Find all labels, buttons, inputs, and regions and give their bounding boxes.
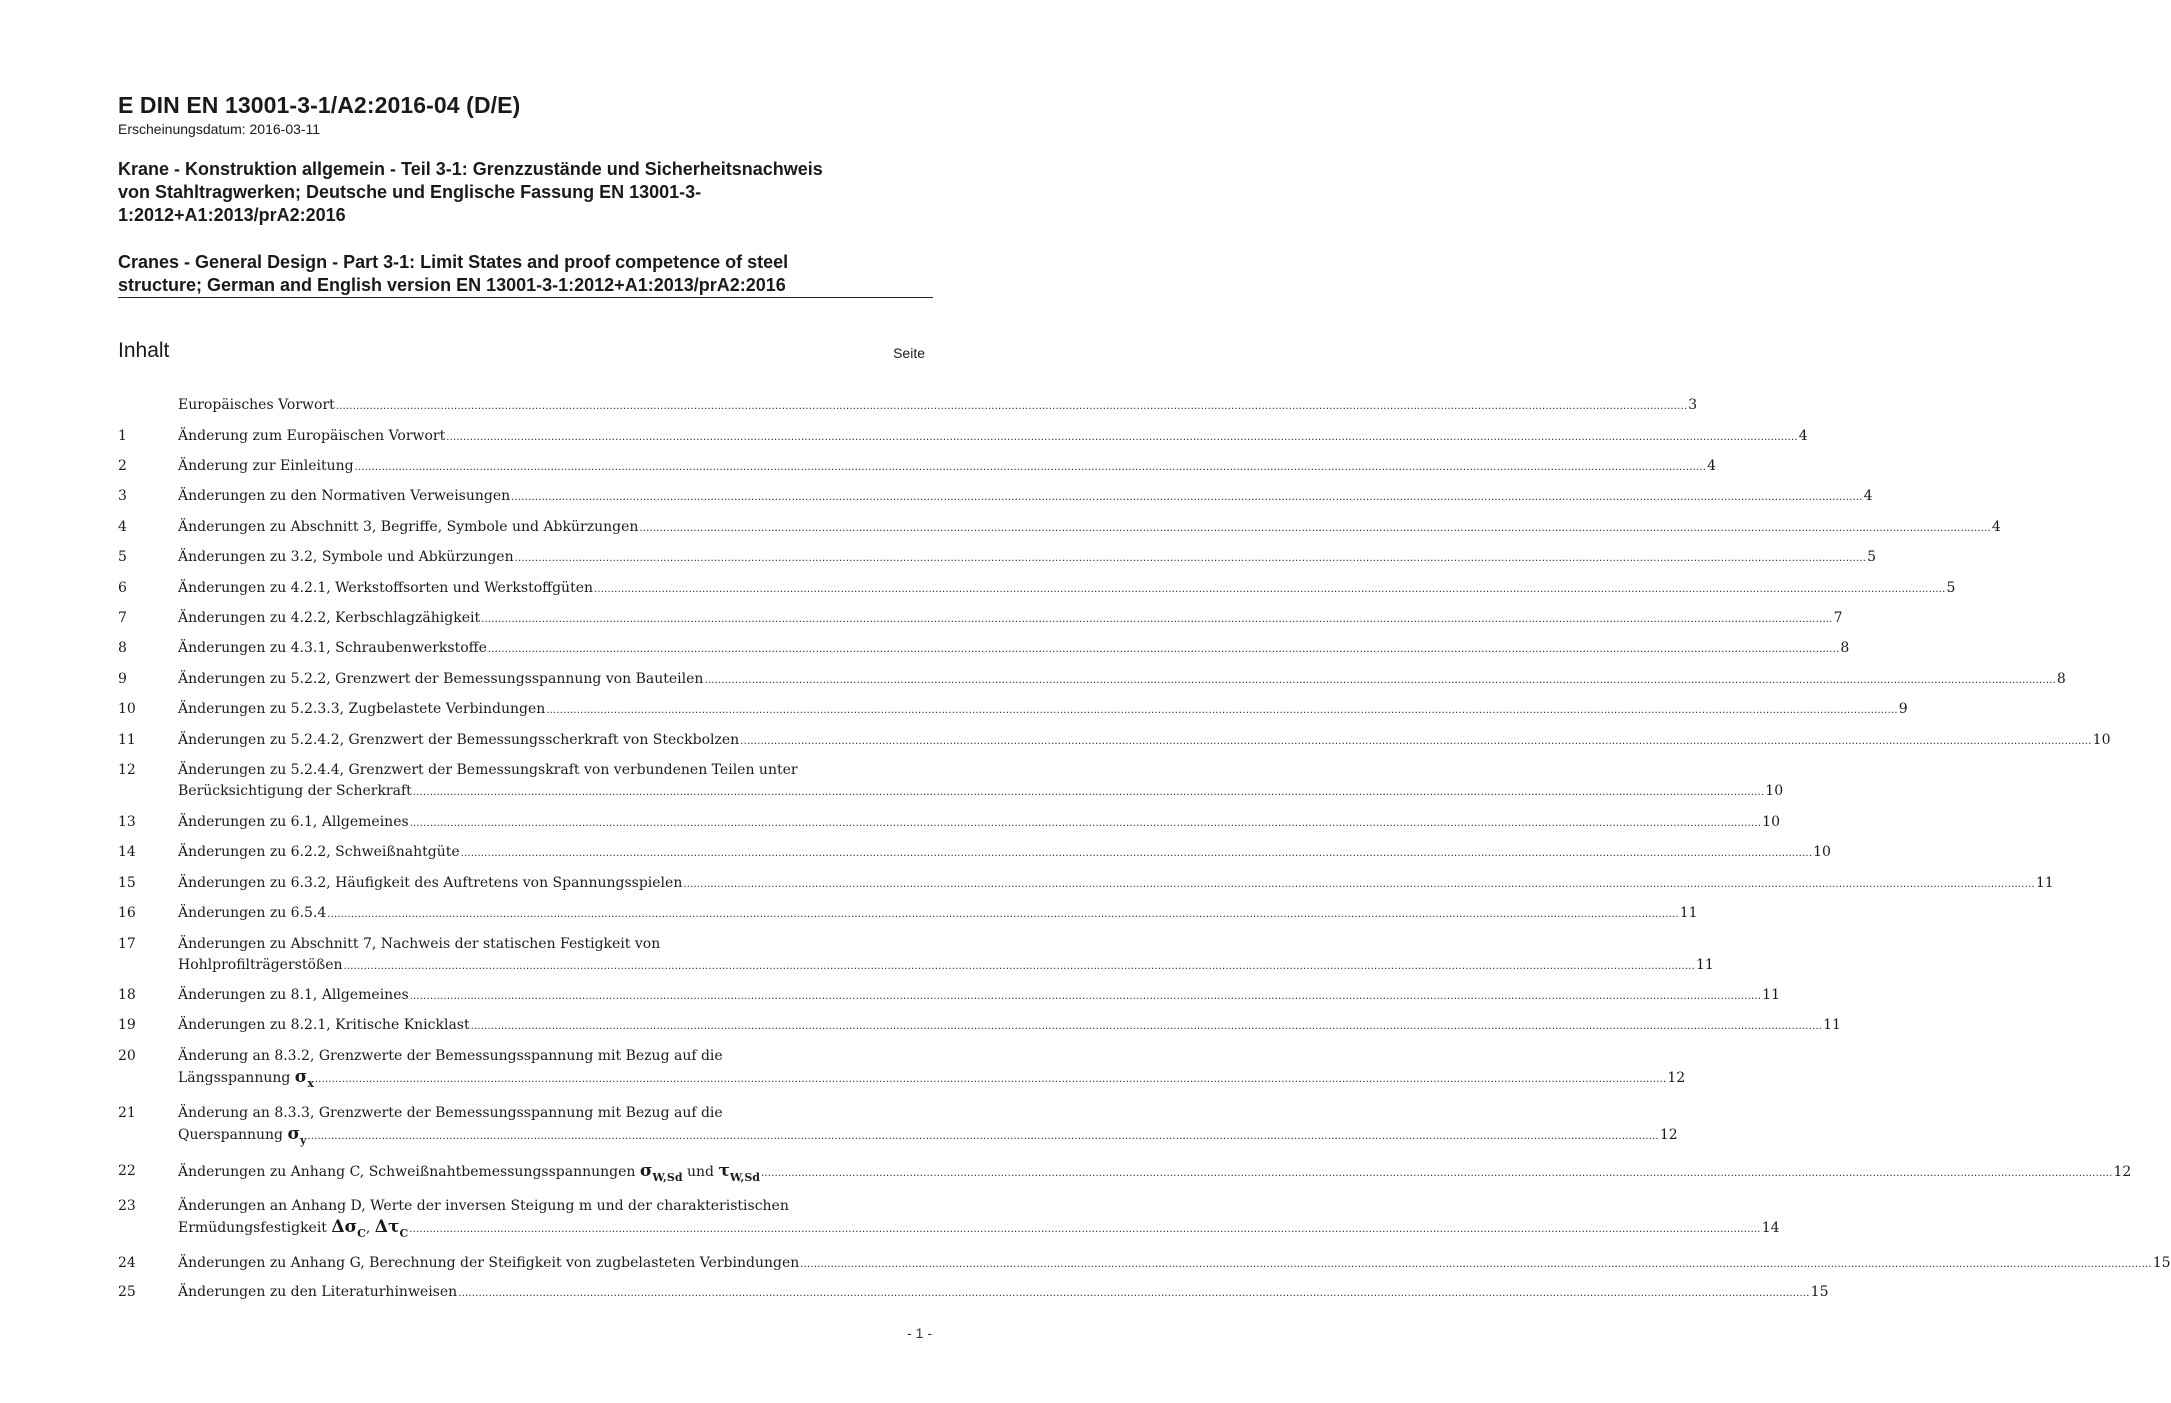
toc-entry-page: 12 bbox=[1659, 1127, 1678, 1143]
toc-entry-page: 4 bbox=[1991, 519, 2001, 535]
toc-entry[interactable] bbox=[118, 517, 2001, 539]
toc-entry-text bbox=[178, 517, 2001, 539]
toc-entry-title: Änderung zur Einleitung bbox=[178, 458, 354, 474]
toc-leader-dots: ................................................................................................................................................................................................................................................................................................................................................................................................................ bbox=[683, 879, 2035, 890]
toc-entry-title-wrap bbox=[178, 426, 445, 447]
toc-entry-number: 9 bbox=[118, 671, 127, 687]
toc-entry-page: 3 bbox=[1688, 397, 1698, 413]
toc-entry-text bbox=[178, 760, 1784, 803]
toc-entry-text bbox=[178, 812, 1780, 834]
toc-entry-title: Änderungen zu 5.2.4.2, Grenzwert der Bemessungsscherkraft von Steckbolzen bbox=[178, 732, 740, 748]
toc-entry-page: 10 bbox=[1813, 844, 1831, 860]
toc-entry-number: 21 bbox=[118, 1105, 136, 1121]
toc-entry-text bbox=[178, 730, 2111, 752]
toc-entry-number: 1 bbox=[118, 428, 127, 444]
toc-entry-title-wrap bbox=[178, 842, 460, 863]
toc-entry-title-line bbox=[178, 486, 1873, 508]
toc-entry-text bbox=[178, 934, 1714, 977]
toc-entry[interactable] bbox=[118, 842, 1831, 864]
toc-entry-title-line bbox=[178, 638, 1850, 660]
toc-leader-dots: ................................................................................................................................................................................................................................................................................................................................................................................................................ bbox=[487, 644, 1840, 655]
toc-entry-text bbox=[178, 985, 1780, 1007]
toc-entry-title-wrap bbox=[178, 1253, 799, 1274]
toc-entry-page: 4 bbox=[1707, 458, 1717, 474]
toc-entry-title-wrap bbox=[178, 1067, 314, 1089]
toc-entry-symbol: Δσ bbox=[331, 1217, 358, 1237]
toc-entry-title-wrap bbox=[178, 669, 703, 690]
toc-entry-title-wrap bbox=[178, 812, 409, 833]
toc-entry-text bbox=[178, 1015, 1841, 1037]
toc-entry-line1: Änderungen zu Abschnitt 7, Nachweis der statischen Festigkeit von bbox=[178, 936, 661, 952]
toc-entry-text bbox=[178, 395, 1698, 417]
toc-entry-title-wrap bbox=[178, 638, 487, 659]
toc-entry-title-line bbox=[178, 781, 1784, 803]
toc-entry[interactable] bbox=[118, 1046, 1686, 1090]
toc-entry-title-wrap bbox=[178, 985, 409, 1006]
toc-entry-symbol-subscript: C bbox=[399, 1227, 409, 1240]
toc-heading: Inhalt bbox=[118, 339, 170, 362]
toc-entry-page: 12 bbox=[2113, 1164, 2132, 1180]
toc-entry-page: 15 bbox=[2152, 1255, 2171, 1271]
toc-entry-title-continuation: , bbox=[365, 1220, 371, 1236]
toc-entry-page: 10 bbox=[2092, 732, 2111, 748]
toc-entry-page: 8 bbox=[2056, 671, 2066, 687]
toc-entry-line1: Änderung an 8.3.3, Grenzwerte der Bemessungsspannung mit Bezug auf die bbox=[178, 1105, 723, 1121]
toc-entry-text bbox=[178, 426, 1808, 448]
toc-entry-line1: Änderung an 8.3.2, Grenzwerte der Bemessungsspannung mit Bezug auf die bbox=[178, 1048, 723, 1064]
toc-entry[interactable] bbox=[118, 1282, 1829, 1304]
toc-entry-title-wrap bbox=[178, 1015, 470, 1036]
toc-leader-dots: ................................................................................................................................................................................................................................................................................................................................................................................................................ bbox=[546, 705, 1898, 716]
toc-entry-number: 19 bbox=[118, 1017, 136, 1033]
toc-leader-dots: ................................................................................................................................................................................................................................................................................................................................................................................................................ bbox=[511, 492, 1863, 503]
toc-entry-text bbox=[178, 873, 2054, 895]
english-title bbox=[118, 251, 933, 297]
toc-entry-page: 10 bbox=[1762, 814, 1780, 830]
toc-entry-number: 5 bbox=[118, 549, 127, 565]
toc-entry-page: 11 bbox=[1679, 905, 1698, 921]
toc-entry-title: Änderungen zu den Literaturhinweisen bbox=[178, 1284, 458, 1300]
toc-leader-dots: ................................................................................................................................................................................................................................................................................................................................................................................................................ bbox=[470, 1021, 1823, 1032]
toc-entry-symbol-subscript: C bbox=[357, 1227, 366, 1240]
toc-entry-page: 4 bbox=[1798, 428, 1808, 444]
toc-entry-title-line bbox=[178, 517, 2001, 539]
toc-entry-title-line bbox=[178, 578, 1956, 600]
toc-entry-number: 7 bbox=[118, 610, 127, 626]
german-title bbox=[118, 158, 933, 227]
toc-entry-title: Europäisches Vorwort bbox=[178, 397, 335, 413]
toc-entry-text bbox=[178, 486, 1873, 508]
toc-entry-page: 11 bbox=[2035, 875, 2054, 891]
toc-entry-title: Längsspannung bbox=[178, 1070, 291, 1086]
toc-entry-title-continuation: und bbox=[686, 1164, 714, 1180]
toc-leader-dots: ................................................................................................................................................................................................................................................................................................................................................................................................................ bbox=[514, 553, 1867, 564]
toc-entry-title-line bbox=[178, 426, 1808, 448]
toc-entry-text bbox=[178, 578, 1956, 600]
german-title-line: von Stahltragwerken; Deutsche und Englische Fassung EN 13001-3- bbox=[118, 182, 702, 202]
title-divider bbox=[118, 297, 933, 298]
toc-entry-number: 13 bbox=[118, 814, 136, 830]
toc-entry[interactable] bbox=[118, 547, 1876, 569]
toc-leader-dots: ................................................................................................................................................................................................................................................................................................................................................................................................................ bbox=[314, 1074, 1667, 1085]
toc-entry-title: Änderungen zu 4.3.1, Schraubenwerkstoffe bbox=[178, 640, 487, 656]
publication-date: Erscheinungsdatum: 2016-03-11 bbox=[118, 121, 321, 137]
toc-entry-title-line bbox=[178, 1161, 2132, 1184]
english-title-line: structure; German and English version EN 13001-3-1:2012+A1:2013/prA2:2016 bbox=[118, 275, 786, 295]
toc-entry-symbol: σ bbox=[287, 1124, 300, 1144]
toc-leader-dots: ................................................................................................................................................................................................................................................................................................................................................................................................................ bbox=[761, 1168, 2113, 1179]
toc-entry-number: 16 bbox=[118, 905, 136, 921]
toc-entry-title: Änderungen zu 6.2.2, Schweißnahtgüte bbox=[178, 844, 460, 860]
toc-entry-title-line bbox=[178, 873, 2054, 895]
german-title-line: Krane - Konstruktion allgemein - Teil 3-1: Grenzzustände und Sicherheitsnachweis bbox=[118, 159, 823, 179]
toc-entry-number: 8 bbox=[118, 640, 127, 656]
toc-leader-dots: ................................................................................................................................................................................................................................................................................................................................................................................................................ bbox=[460, 848, 1813, 859]
toc-entry-page: 14 bbox=[1761, 1220, 1780, 1236]
toc-entry[interactable] bbox=[118, 873, 2054, 895]
toc-entry-number: 14 bbox=[118, 844, 136, 860]
toc-entry-title-wrap bbox=[178, 486, 510, 507]
toc-entry-symbol: τ bbox=[718, 1161, 730, 1181]
toc-entry-title-wrap bbox=[178, 395, 335, 416]
toc-entry-title-line bbox=[178, 812, 1780, 834]
toc-entry-title-line bbox=[178, 547, 1876, 569]
english-title-line: Cranes - General Design - Part 3-1: Limit States and proof competence of steel bbox=[118, 252, 789, 272]
toc-entry-symbol-subscript: W,Sd bbox=[652, 1171, 683, 1184]
toc-entry-page: 10 bbox=[1765, 783, 1784, 799]
toc-entry-symbol-subscript: y bbox=[300, 1134, 307, 1147]
toc-entry[interactable] bbox=[118, 730, 2111, 752]
toc-entry-title: Änderungen zu 5.2.3.3, Zugbelastete Verbindungen bbox=[178, 701, 546, 717]
toc-entry-title-wrap bbox=[178, 1124, 306, 1146]
toc-entry-title-line bbox=[178, 1067, 1686, 1090]
toc-entry-title: Hohlprofilträgerstößen bbox=[178, 957, 343, 973]
toc-entry-title-line bbox=[178, 730, 2111, 752]
toc-entry-text bbox=[178, 1282, 1829, 1304]
toc-entry-number: 22 bbox=[118, 1163, 136, 1179]
toc-entry-title-line bbox=[178, 1217, 1780, 1240]
toc-entry-title: Änderungen zu Anhang G, Berechnung der Steifigkeit von zugbelasteten Verbindungen bbox=[178, 1255, 800, 1271]
toc-entry-page: 12 bbox=[1667, 1070, 1686, 1086]
toc-entry-title: Änderungen zu 8.2.1, Kritische Knicklast bbox=[178, 1017, 470, 1033]
toc-entry-title-wrap bbox=[178, 517, 638, 538]
toc-page-label: Seite bbox=[893, 345, 925, 361]
toc-entry-title: Änderungen zu Abschnitt 3, Begriffe, Symbole und Abkürzungen bbox=[178, 519, 639, 535]
toc-leader-dots: ................................................................................................................................................................................................................................................................................................................................................................................................................ bbox=[594, 584, 1946, 595]
toc-entry-title: Änderungen zu 4.2.2, Kerbschlagzähigkeit bbox=[178, 610, 481, 626]
toc-entry-page: 9 bbox=[1898, 701, 1908, 717]
toc-entry[interactable] bbox=[118, 1196, 1780, 1240]
toc-entry-page: 5 bbox=[1946, 580, 1956, 596]
toc-entry-page: 5 bbox=[1867, 549, 1876, 565]
toc-entry-title-wrap bbox=[178, 903, 326, 924]
toc-entry-title-line bbox=[178, 903, 1698, 925]
toc-entry-title-line bbox=[178, 985, 1780, 1007]
toc-entry-page: 8 bbox=[1840, 640, 1850, 656]
toc-entry[interactable] bbox=[118, 903, 1698, 925]
toc-leader-dots: ................................................................................................................................................................................................................................................................................................................................................................................................................ bbox=[335, 401, 1688, 412]
toc-entry-number: 20 bbox=[118, 1048, 136, 1064]
toc-entry-number: 10 bbox=[118, 701, 136, 717]
toc-entry-page: 11 bbox=[1823, 1017, 1841, 1033]
toc-entry-page: 11 bbox=[1762, 987, 1780, 1003]
toc-entry-line1: Änderungen an Anhang D, Werte der inversen Steigung m und der charakteristischen bbox=[178, 1198, 789, 1214]
toc-entry-title-wrap bbox=[178, 578, 593, 599]
toc-entry[interactable] bbox=[118, 638, 1850, 660]
toc-entry-number: 25 bbox=[118, 1284, 136, 1300]
toc-entry[interactable] bbox=[118, 426, 1808, 448]
toc-entry-title-wrap bbox=[178, 456, 354, 477]
toc-entry-title-wrap bbox=[178, 781, 412, 802]
toc-entry-title: Ermüdungsfestigkeit bbox=[178, 1220, 327, 1236]
toc-entry-title-wrap bbox=[178, 730, 739, 751]
toc-entry-symbol-subscript: W,Sd bbox=[729, 1171, 760, 1184]
toc-leader-dots: ................................................................................................................................................................................................................................................................................................................................................................................................................ bbox=[446, 432, 1798, 443]
toc-entry-title-wrap bbox=[178, 1217, 408, 1239]
toc-entry[interactable] bbox=[118, 1253, 2171, 1275]
toc-leader-dots: ................................................................................................................................................................................................................................................................................................................................................................................................................ bbox=[458, 1288, 1810, 1299]
toc-entry-text bbox=[178, 1196, 1780, 1240]
toc-entry[interactable] bbox=[118, 699, 1908, 721]
toc-entry-page: 11 bbox=[1696, 957, 1714, 973]
toc-entry[interactable] bbox=[118, 812, 1780, 834]
toc-entry-title: Änderungen zu 6.5.4 bbox=[178, 905, 327, 921]
toc-leader-dots: ................................................................................................................................................................................................................................................................................................................................................................................................................ bbox=[639, 523, 1991, 534]
toc-entry-title-line bbox=[178, 1015, 1841, 1037]
german-title-line: 1:2012+A1:2013/prA2:2016 bbox=[118, 205, 346, 225]
toc-entry-title-wrap bbox=[178, 1282, 457, 1303]
toc-entry-title: Änderungen zu 5.2.2, Grenzwert der Bemessungsspannung von Bauteilen bbox=[178, 671, 704, 687]
toc-entry-title-wrap bbox=[178, 608, 480, 629]
toc-entry-number: 4 bbox=[118, 519, 127, 535]
toc-entry-symbol: σ bbox=[294, 1067, 308, 1087]
toc-entry-title-line bbox=[178, 699, 1908, 721]
toc-entry-number: 18 bbox=[118, 987, 136, 1003]
toc-entry-symbol-subscript: x bbox=[307, 1077, 314, 1090]
toc-entry-number: 11 bbox=[118, 732, 136, 748]
toc-entry-title: Änderungen zu 6.1, Allgemeines bbox=[178, 814, 409, 830]
toc-entry-title-wrap bbox=[178, 699, 545, 720]
toc-entry-title: Änderungen zu 3.2, Symbole und Abkürzungen bbox=[178, 549, 514, 565]
toc-entry-title-line bbox=[178, 1282, 1829, 1304]
toc-entry[interactable] bbox=[118, 760, 1784, 803]
toc-leader-dots: ................................................................................................................................................................................................................................................................................................................................................................................................................ bbox=[409, 1224, 1761, 1235]
toc-entry-title: Änderungen zu 6.3.2, Häufigkeit des Auftretens von Spannungsspielen bbox=[178, 875, 683, 891]
toc-entry[interactable] bbox=[118, 934, 1714, 977]
toc-entry-title: Änderungen zu Anhang C, Schweißnahtbemessungsspannungen bbox=[178, 1164, 636, 1180]
toc-entry-text bbox=[178, 1046, 1686, 1090]
toc-entry-title: Änderung zum Europäischen Vorwort bbox=[178, 428, 446, 444]
toc-entry[interactable] bbox=[118, 608, 1843, 630]
toc-entry-title-line bbox=[178, 608, 1843, 630]
toc-entry-text bbox=[178, 903, 1698, 925]
toc-entry-text bbox=[178, 1161, 2132, 1184]
toc-entry-number: 23 bbox=[118, 1198, 136, 1214]
toc-entry-symbol: σ bbox=[639, 1161, 653, 1181]
page-number: - 1 - bbox=[907, 1325, 932, 1341]
toc-entry-number: 24 bbox=[118, 1255, 136, 1271]
toc-entry[interactable] bbox=[118, 578, 1956, 600]
toc-entry-number: 2 bbox=[118, 458, 127, 474]
toc-entry[interactable] bbox=[118, 1015, 1841, 1037]
toc-entry-title-line bbox=[178, 669, 2066, 691]
toc-entry-number: 17 bbox=[118, 936, 136, 952]
toc-entry-number: 12 bbox=[118, 762, 136, 778]
toc-entry-page: 4 bbox=[1863, 488, 1873, 504]
toc-entry-title-wrap bbox=[178, 873, 682, 894]
toc-entry-title-line bbox=[178, 456, 1717, 478]
toc-entry-title-line bbox=[178, 1253, 2171, 1275]
toc-entry-number bbox=[118, 395, 178, 417]
toc-entry-page: 7 bbox=[1833, 610, 1843, 626]
toc-entry-title-wrap bbox=[178, 1161, 760, 1183]
toc-entry-title-line bbox=[178, 842, 1831, 864]
toc-leader-dots: ................................................................................................................................................................................................................................................................................................................................................................................................................ bbox=[740, 736, 2092, 747]
toc-entry-text bbox=[178, 1253, 2171, 1275]
toc-leader-dots: ................................................................................................................................................................................................................................................................................................................................................................................................................ bbox=[704, 675, 2056, 686]
toc-leader-dots: ................................................................................................................................................................................................................................................................................................................................................................................................................ bbox=[307, 1131, 1659, 1142]
toc-leader-dots: ................................................................................................................................................................................................................................................................................................................................................................................................................ bbox=[409, 991, 1762, 1002]
toc-entry[interactable] bbox=[118, 486, 1873, 508]
toc-entry-symbol: Δτ bbox=[374, 1217, 400, 1237]
toc-entry-text bbox=[178, 638, 1850, 660]
toc-entry-title-line bbox=[178, 955, 1714, 977]
toc-entry-text bbox=[178, 456, 1717, 478]
toc-entry-text bbox=[178, 1103, 1678, 1147]
toc-entry[interactable] bbox=[118, 1161, 2132, 1184]
toc-entry[interactable] bbox=[118, 985, 1780, 1007]
toc-entry-text bbox=[178, 669, 2066, 691]
toc-entry-text bbox=[178, 699, 1908, 721]
toc-entry-title-wrap bbox=[178, 955, 343, 976]
toc-entry-text bbox=[178, 547, 1876, 569]
toc-leader-dots: ................................................................................................................................................................................................................................................................................................................................................................................................................ bbox=[343, 961, 1696, 972]
toc-entry-title: Änderungen zu 4.2.1, Werkstoffsorten und Werkstoffgüten bbox=[178, 580, 594, 596]
toc-entry-number: 6 bbox=[118, 580, 127, 596]
toc-entry-title: Querspannung bbox=[178, 1127, 283, 1143]
toc-entry[interactable] bbox=[118, 395, 1698, 417]
toc-entry-title: Änderungen zu den Normativen Verweisungen bbox=[178, 488, 511, 504]
toc-entry[interactable] bbox=[118, 669, 2066, 691]
toc-entry-title: Änderungen zu 8.1, Allgemeines bbox=[178, 987, 409, 1003]
toc-entry[interactable] bbox=[118, 1103, 1678, 1147]
toc-entry-title: Berücksichtigung der Scherkraft bbox=[178, 783, 412, 799]
toc-entry-number: 3 bbox=[118, 488, 127, 504]
toc-entry-title-line bbox=[178, 395, 1698, 417]
toc-leader-dots: ................................................................................................................................................................................................................................................................................................................................................................................................................ bbox=[409, 818, 1762, 829]
toc-leader-dots: ................................................................................................................................................................................................................................................................................................................................................................................................................ bbox=[327, 909, 1679, 920]
toc-entry-number: 15 bbox=[118, 875, 136, 891]
document-id: E DIN EN 13001-3-1/A2:2016-04 (D/E) bbox=[118, 92, 521, 118]
toc-leader-dots: ................................................................................................................................................................................................................................................................................................................................................................................................................ bbox=[354, 462, 1707, 473]
toc-entry-text bbox=[178, 842, 1831, 864]
toc-entry-text bbox=[178, 608, 1843, 630]
toc-leader-dots: ................................................................................................................................................................................................................................................................................................................................................................................................................ bbox=[800, 1259, 2152, 1270]
toc-entry-line1: Änderungen zu 5.2.4.4, Grenzwert der Bemessungskraft von verbundenen Teilen unter bbox=[178, 762, 798, 778]
toc-entry-title-line bbox=[178, 1124, 1678, 1147]
toc-entry-title-wrap bbox=[178, 547, 514, 568]
toc-leader-dots: ................................................................................................................................................................................................................................................................................................................................................................................................................ bbox=[481, 614, 1833, 625]
toc-entry[interactable] bbox=[118, 456, 1717, 478]
toc-leader-dots: ................................................................................................................................................................................................................................................................................................................................................................................................................ bbox=[412, 787, 1765, 798]
toc-entry-page: 15 bbox=[1810, 1284, 1829, 1300]
